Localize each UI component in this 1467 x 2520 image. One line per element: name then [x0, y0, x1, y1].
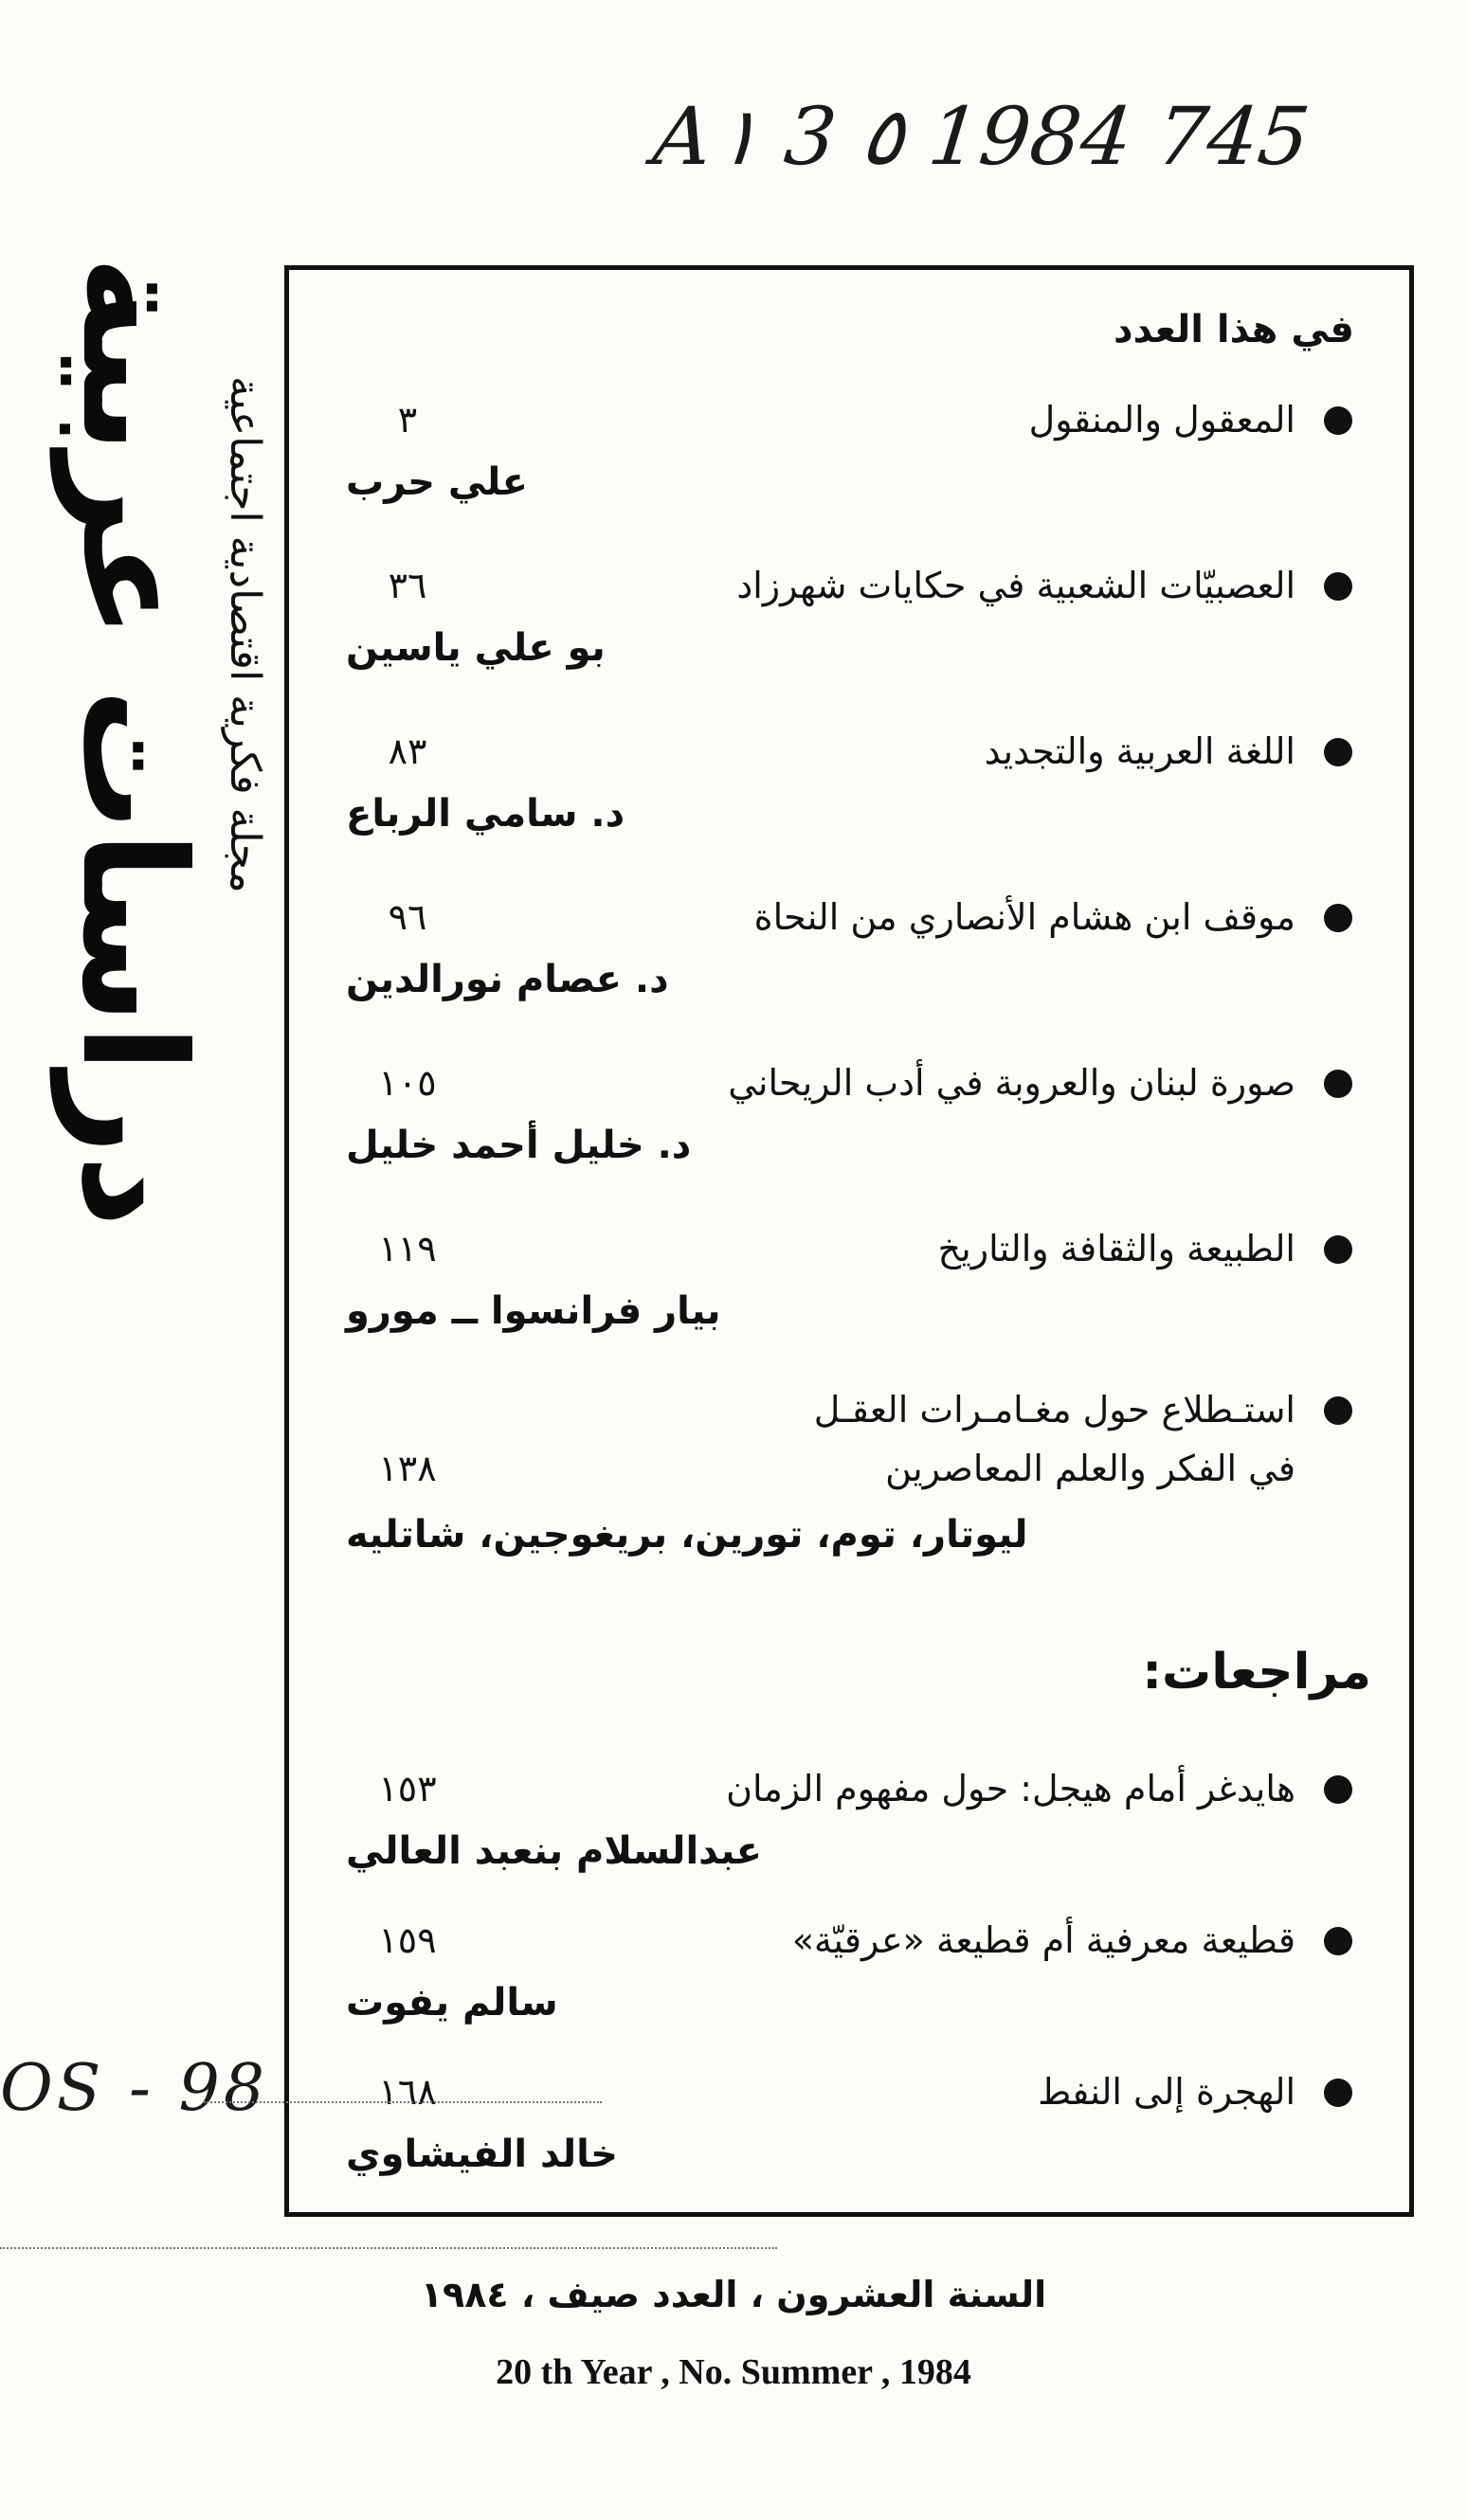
bullet-icon	[1324, 1070, 1352, 1098]
handwritten-margin-note: OS - 98	[0, 2051, 269, 2126]
toc-entry	[289, 1056, 1409, 1189]
bullet-icon	[1324, 1927, 1352, 1955]
entry-page: ١٦٨	[378, 2071, 437, 2113]
bullet-icon	[1324, 1235, 1352, 1264]
table-of-contents	[284, 265, 1414, 2217]
entry-author: سالم يفوت	[346, 1981, 558, 2025]
entry-title: الطبيعة والثقافة والتاريخ	[937, 1228, 1295, 1269]
entry-title: هايدغر أمام هيجل: حول مفهوم الزمان	[726, 1768, 1295, 1809]
entry-title: قطيعة معرفية أم قطيعة «عرقيّة»	[791, 1919, 1295, 1961]
toc-entry	[289, 891, 1409, 1023]
bullet-icon	[1324, 738, 1352, 766]
toc-entry	[289, 393, 1409, 526]
review-entry	[289, 2065, 1409, 2198]
review-entry	[289, 1914, 1409, 2046]
reviews-heading: مراجعات:	[1142, 1644, 1371, 1701]
contents-heading: في هذا العدد	[1113, 308, 1354, 351]
entry-author: خالد الفيشاوي	[346, 2133, 618, 2176]
entry-author: د. خليل أحمد خليل	[346, 1124, 692, 1167]
bullet-icon	[1324, 572, 1352, 601]
entry-title: اللغة العربية والتجديد	[984, 730, 1295, 772]
bullet-icon	[1324, 406, 1352, 435]
journal-title: دراسات عربية	[50, 256, 215, 1228]
review-entry	[289, 1762, 1409, 1895]
entry-title: صورة لبنان والعروبة في أدب الريحاني	[728, 1062, 1295, 1104]
entry-author: بو علي ياسين	[346, 626, 606, 670]
bullet-icon	[1324, 2079, 1352, 2107]
entry-author: بيار فرانسوا ــ مورو	[346, 1289, 721, 1333]
entry-page: ٣٦	[388, 565, 427, 606]
handwritten-catalog-note: A١ 3 ٥ 1984 745	[648, 90, 1314, 183]
entry-author: د. عصام نورالدين	[346, 958, 669, 1001]
toc-entry	[289, 559, 1409, 692]
entry-page: ١٥٩	[378, 1919, 437, 1961]
bullet-icon	[1324, 1396, 1352, 1425]
entry-author: علي حرب	[346, 460, 528, 504]
bullet-icon	[1324, 1775, 1352, 1804]
entry-page: ١٣٨	[378, 1448, 437, 1489]
entry-author: عبدالسلام بنعبد العالي	[346, 1829, 762, 1873]
entry-title: المعقول والمنقول	[1028, 399, 1295, 441]
entry-author: د. سامي الرباع	[346, 792, 625, 836]
entry-page: ٣	[397, 399, 418, 441]
toc-entry	[289, 725, 1409, 857]
entry-page: ٩٦	[388, 896, 427, 938]
entry-page: ١١٩	[378, 1228, 437, 1269]
entry-title: الهجرة إلى النفط	[1038, 2071, 1295, 2113]
entry-title-line2: في الفكر والعلم المعاصرين	[885, 1448, 1295, 1489]
toc-entry	[289, 1222, 1409, 1355]
entry-title: العصبيّات الشعبية في حكايات شهرزاد	[736, 565, 1295, 606]
entry-page: ١٠٥	[378, 1062, 437, 1104]
entry-title: استـطلاع حول مغـامـرات العقـل	[813, 1389, 1295, 1431]
entry-title: موقف ابن هشام الأنصاري من النحاة	[753, 896, 1295, 938]
journal-subtitle: مجلة فكرية اقتصادية اجتماعية	[221, 376, 269, 893]
masthead	[19, 256, 275, 1228]
dotted-divider	[0, 2247, 777, 2249]
issue-line-english: 20 th Year , No. Summer , 1984	[496, 2352, 971, 2392]
toc-entry	[289, 1383, 1409, 1573]
bullet-icon	[1324, 904, 1352, 932]
issue-line-arabic: السنة العشرون ، العدد صيف ، ١٩٨٤	[420, 2274, 1047, 2315]
entry-page: ١٥٣	[378, 1768, 437, 1809]
dotted-divider	[204, 2101, 602, 2103]
entry-page: ٨٣	[388, 730, 427, 772]
entry-author: ليوتار، توم، تورين، بريغوجين، شاتليه	[346, 1513, 1028, 1557]
